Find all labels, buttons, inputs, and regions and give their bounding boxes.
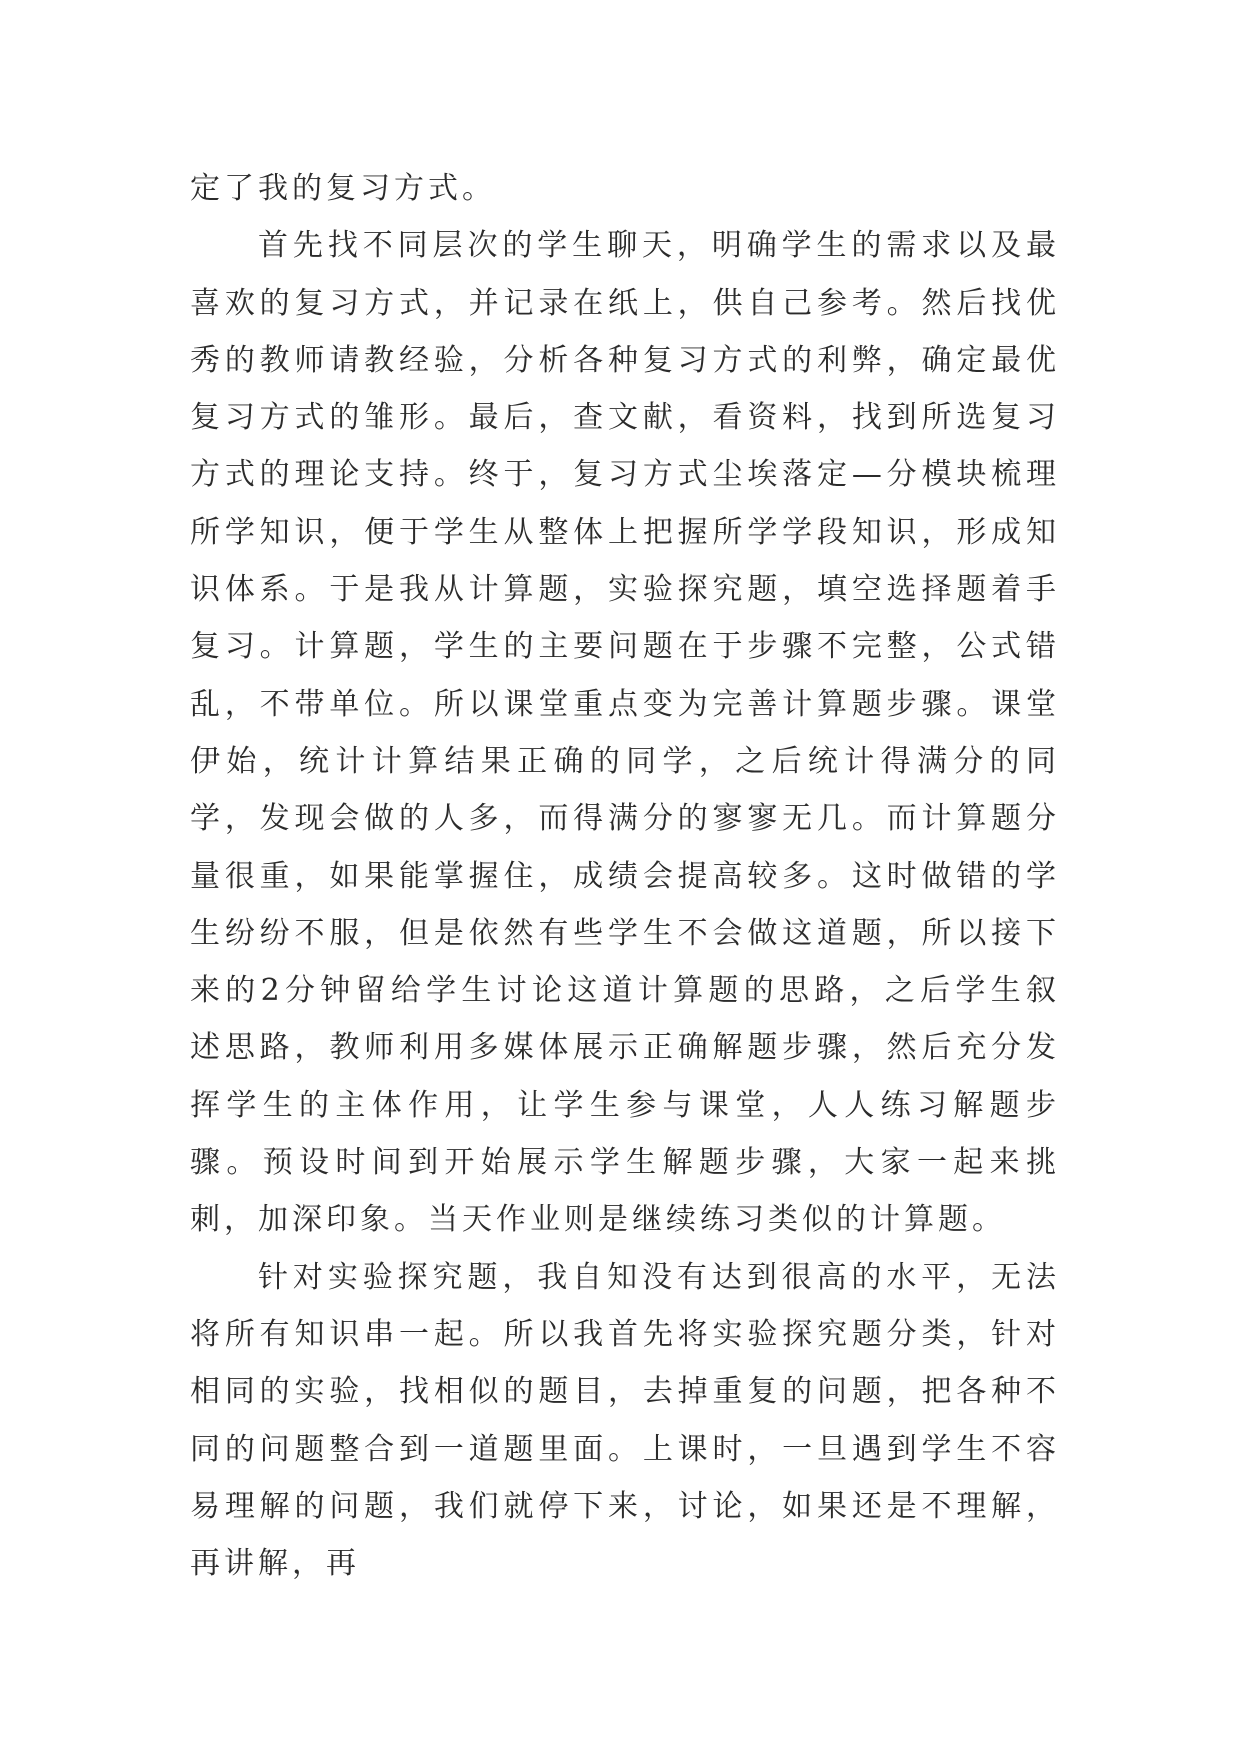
document-body	[190, 160, 1060, 1592]
paragraph-2: 首先找不同层次的学生聊天，明确学生的需求以及最喜欢的复习方式，并记录在纸上，供自己参考。然后找优秀的教师请教经验，分析各种复习方式的利弊，确定最优复习方式的雏形。最后，查文献，看资料，找到所选复习方式的理论支持。终于，复习方式尘埃落定—分模块梳理所学知识，便于学生从整体上把握所学学段知识，形成知识体系。于是我从计算题，实验探究题，填空选择题着手复习。计算题，学生的主要问题在于步骤不完整，公式错乱，不带单位。所以课堂重点变为完善计算题步骤。课堂伊始，统计计算结果正确的同学，之后统计得满分的同学，发现会做的人多，而得满分的寥寥无几。而计算题分量很重，如果能掌握住，成绩会提高较多。这时做错的学生纷纷不服，但是依然有些学生不会做这道题，所以接下来的2分钟留给学生讨论这道计算题的思路，之后学生叙述思路，教师利用多媒体展示正确解题步骤，然后充分发挥学生的主体作用，让学生参与课堂，人人练习解题步骤。预设时间到开始展示学生解题步骤，大家一起来挑刺，加深印象。当天作业则是继续练习类似的计算题。	[190, 228, 1060, 1238]
paragraph-1: 定了我的复习方式。	[190, 171, 496, 206]
paragraph-3: 针对实验探究题，我自知没有达到很高的水平，无法将所有知识串一起。所以我首先将实验探究题分类，针对相同的实验，找相似的题目，去掉重复的问题，把各种不同的问题整合到一道题里面。上课时，一旦遇到学生不容易理解的问题，我们就停下来，讨论，如果还是不理解，再讲解，再	[190, 1259, 1060, 1582]
